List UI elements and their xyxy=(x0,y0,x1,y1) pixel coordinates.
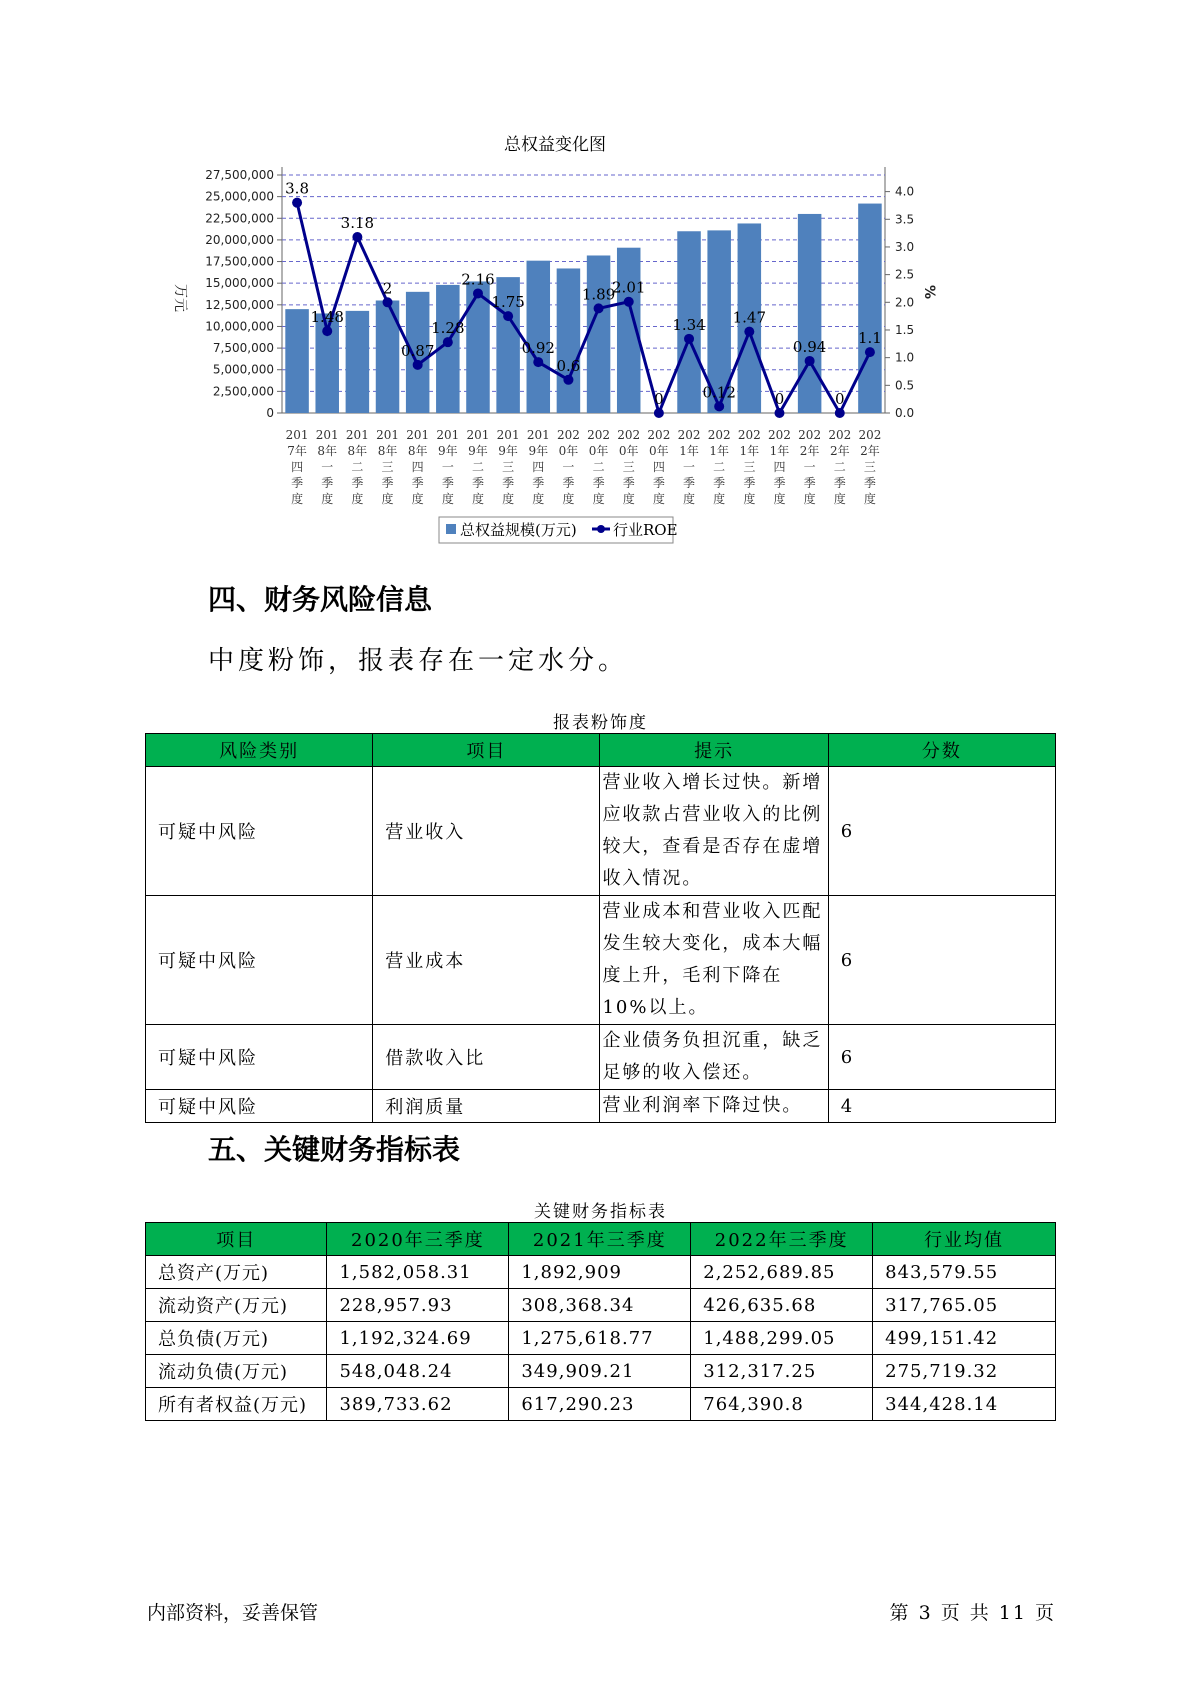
legend-bar-label: 总权益规模(万元) xyxy=(460,521,577,539)
x-tick-label: 202 1年二季度 xyxy=(707,428,731,506)
kpi-value: 312,317.25 xyxy=(691,1355,873,1388)
y2-tick-label: 2.5 xyxy=(895,267,915,282)
risk-tip: 企业债务负担沉重，缺乏足够的收入偿还。 xyxy=(600,1025,828,1090)
kpi-label: 流动负债(万元) xyxy=(146,1355,327,1388)
kpi-value: 617,290.23 xyxy=(509,1388,691,1421)
kpi-value: 308,368.34 xyxy=(509,1289,691,1322)
section4-text: 中度粉饰，报表存在一定水分。 xyxy=(208,646,629,676)
legend-line-label: 行业ROE xyxy=(613,521,678,539)
roe-data-label: 0.87 xyxy=(400,341,435,360)
x-tick-label: 202 1年四季度 xyxy=(768,428,791,506)
x-tick-label: 201 8年二季度 xyxy=(345,428,369,506)
y2-tick-label: 3.0 xyxy=(895,239,915,254)
y2-tick-label: 2.0 xyxy=(895,295,915,310)
roe-data-label: 1.47 xyxy=(732,308,767,327)
roe-data-label: 0.12 xyxy=(702,383,736,402)
kpi-value: 389,733.62 xyxy=(327,1388,509,1421)
x-tick-label: 201 9年二季度 xyxy=(466,428,490,506)
roe-point xyxy=(865,347,875,357)
roe-data-label: 1.34 xyxy=(672,315,706,334)
x-tick-label: 201 9年三季度 xyxy=(496,428,520,506)
left-axis-ticks xyxy=(205,168,282,420)
roe-data-label: 2 xyxy=(382,279,393,298)
x-tick-label: 201 7年四季度 xyxy=(285,428,309,506)
roe-data-label: 2.01 xyxy=(612,278,646,297)
y2-tick-label: 3.5 xyxy=(895,212,915,227)
y-tick-label: 27,500,000 xyxy=(205,168,274,182)
y-tick-label: 5,000,000 xyxy=(212,362,274,377)
table-row xyxy=(146,1289,1056,1322)
kpi-label: 总资产(万元) xyxy=(146,1256,327,1289)
risk-score: 4 xyxy=(828,1090,1055,1123)
roe-data-label: 3.8 xyxy=(285,179,310,198)
table-row xyxy=(146,1025,1056,1090)
kpi-value: 1,275,618.77 xyxy=(509,1322,691,1355)
risk-header-tip: 提示 xyxy=(600,734,828,767)
kpi-value: 1,892,909 xyxy=(509,1256,691,1289)
roe-data-label: 0.94 xyxy=(792,337,827,356)
footer-confidential: 内部资料，妥善保管 xyxy=(147,1602,319,1624)
bar xyxy=(346,311,370,413)
risk-item: 营业收入 xyxy=(373,767,600,896)
table-row xyxy=(146,1388,1056,1421)
kpi-value: 344,428.14 xyxy=(873,1388,1056,1421)
y2-axis-label: % xyxy=(921,284,937,300)
table-row xyxy=(146,1090,1056,1123)
table-row xyxy=(146,1355,1056,1388)
kpi-label: 总负债(万元) xyxy=(146,1322,327,1355)
x-tick-label: 202 0年三季度 xyxy=(617,428,641,506)
kpi-label: 所有者权益(万元) xyxy=(146,1388,327,1421)
table-row xyxy=(146,767,1056,896)
kpi-value: 499,151.42 xyxy=(873,1322,1056,1355)
risk-table-header xyxy=(146,734,1056,767)
roe-point xyxy=(594,303,604,313)
roe-point xyxy=(563,375,573,385)
kpi-value: 1,582,058.31 xyxy=(327,1256,509,1289)
roe-point xyxy=(774,408,784,418)
risk-item: 营业成本 xyxy=(373,896,600,1025)
bar xyxy=(557,268,581,413)
roe-point xyxy=(503,311,513,321)
y-tick-label: 7,500,000 xyxy=(212,341,274,356)
roe-data-label: 1.89 xyxy=(581,285,616,304)
x-tick-label: 202 1年一季度 xyxy=(677,428,701,506)
line-series xyxy=(285,180,882,418)
roe-point xyxy=(714,401,724,411)
bar xyxy=(858,204,882,413)
y2-tick-label: 1.0 xyxy=(895,350,915,365)
y2-tick-label: 4.0 xyxy=(895,184,915,199)
y2-tick-label: 0.0 xyxy=(895,406,915,420)
roe-point xyxy=(443,337,453,347)
chart-legend xyxy=(439,517,678,543)
roe-data-label: 0.6 xyxy=(556,356,581,375)
bar xyxy=(527,261,551,413)
kpi-table-caption: 关键财务指标表 xyxy=(534,1202,667,1222)
legend-line-marker xyxy=(597,525,605,533)
risk-header-score: 分数 xyxy=(828,734,1055,767)
roe-point xyxy=(684,334,694,344)
table-row xyxy=(146,896,1056,1025)
x-axis-labels xyxy=(286,428,882,506)
roe-data-label: 1.28 xyxy=(431,319,465,338)
roe-point xyxy=(413,360,423,370)
kpi-table-header xyxy=(146,1223,1056,1256)
y2-tick-label: 1.5 xyxy=(895,322,915,337)
x-tick-label: 202 1年三季度 xyxy=(737,428,761,506)
risk-item: 利润质量 xyxy=(373,1090,600,1123)
y-tick-label: 0 xyxy=(266,406,274,420)
y-tick-label: 22,500,000 xyxy=(205,211,274,226)
section5-heading: 五、关键财务指标表 xyxy=(208,1133,461,1166)
roe-point xyxy=(383,297,393,307)
x-tick-label: 202 2年二季度 xyxy=(828,428,852,506)
roe-data-label: 1.75 xyxy=(491,293,525,312)
risk-item: 借款收入比 xyxy=(373,1025,600,1090)
roe-point xyxy=(624,297,634,307)
kpi-value: 1,192,324.69 xyxy=(327,1322,509,1355)
kpi-value: 843,579.55 xyxy=(873,1256,1056,1289)
roe-point xyxy=(292,198,302,208)
risk-category: 可疑中风险 xyxy=(146,1025,373,1090)
y-tick-label: 10,000,000 xyxy=(205,319,274,334)
roe-data-label: 3.18 xyxy=(340,213,375,232)
legend-bar-swatch xyxy=(446,524,456,534)
roe-data-label: 2.16 xyxy=(461,270,495,289)
x-tick-label: 201 8年四季度 xyxy=(406,428,430,506)
kpi-header-2022q3: 2022年三季度 xyxy=(691,1223,873,1256)
bar-series xyxy=(285,204,881,413)
table-row xyxy=(146,1322,1056,1355)
x-tick-label: 201 9年一季度 xyxy=(436,428,460,506)
risk-category: 可疑中风险 xyxy=(146,896,373,1025)
roe-point xyxy=(322,326,332,336)
kpi-value: 426,635.68 xyxy=(691,1289,873,1322)
kpi-value: 317,765.05 xyxy=(873,1289,1056,1322)
y-tick-label: 25,000,000 xyxy=(205,189,274,204)
y-tick-label: 15,000,000 xyxy=(205,276,274,291)
risk-header-item: 项目 xyxy=(373,734,600,767)
risk-score: 6 xyxy=(828,767,1055,896)
risk-category: 可疑中风险 xyxy=(146,1090,373,1123)
x-tick-label: 202 0年四季度 xyxy=(647,428,671,506)
x-tick-label: 201 8年三季度 xyxy=(376,428,399,506)
bar xyxy=(285,309,309,413)
kpi-value: 275,719.32 xyxy=(873,1355,1056,1388)
bar xyxy=(587,255,611,413)
footer-page-number: 第 3 页 共 11 页 xyxy=(889,1602,1056,1624)
roe-data-label: 0 xyxy=(835,390,845,408)
roe-point xyxy=(654,408,664,418)
roe-data-label: 1.48 xyxy=(310,308,344,327)
risk-category: 可疑中风险 xyxy=(146,767,373,896)
kpi-value: 349,909.21 xyxy=(509,1355,691,1388)
section4-heading: 四、财务风险信息 xyxy=(208,583,433,616)
right-axis-ticks xyxy=(885,185,914,420)
kpi-label: 流动资产(万元) xyxy=(146,1289,327,1322)
x-tick-label: 201 9年四季度 xyxy=(526,428,550,506)
risk-table-caption: 报表粉饰度 xyxy=(553,713,648,733)
roe-point xyxy=(473,288,483,298)
chart-title: 总权益变化图 xyxy=(504,135,606,155)
kpi-value: 1,488,299.05 xyxy=(691,1322,873,1355)
kpi-table xyxy=(145,1222,1056,1421)
bar xyxy=(798,214,822,413)
risk-tip: 营业收入增长过快。新增应收款占营业收入的比例较大，查看是否存在虚增收入情况。 xyxy=(600,767,828,896)
x-tick-label: 202 0年一季度 xyxy=(556,428,580,506)
risk-score: 6 xyxy=(828,896,1055,1025)
roe-point xyxy=(805,356,815,366)
table-row xyxy=(146,1256,1056,1289)
roe-point xyxy=(533,357,543,367)
roe-data-label: 1.1 xyxy=(857,329,882,348)
kpi-header-item: 项目 xyxy=(146,1223,327,1256)
kpi-header-2020q3: 2020年三季度 xyxy=(327,1223,509,1256)
y-tick-label: 12,500,000 xyxy=(205,297,274,312)
kpi-value: 228,957.93 xyxy=(327,1289,509,1322)
risk-header-category: 风险类别 xyxy=(146,734,373,767)
kpi-value: 2,252,689.85 xyxy=(691,1256,873,1289)
x-tick-label: 201 8年一季度 xyxy=(315,428,339,506)
roe-data-label: 0 xyxy=(654,390,664,408)
roe-data-label: 0 xyxy=(774,390,785,408)
y2-tick-label: 0.5 xyxy=(895,378,915,393)
y-tick-label: 2,500,000 xyxy=(212,384,274,399)
roe-point xyxy=(744,327,754,337)
risk-table xyxy=(145,733,1056,1123)
x-tick-label: 202 2年三季度 xyxy=(858,428,882,506)
y-tick-label: 20,000,000 xyxy=(205,232,274,247)
roe-point xyxy=(352,232,362,242)
roe-data-label: 0.92 xyxy=(521,339,555,358)
kpi-value: 548,048.24 xyxy=(327,1355,509,1388)
y-axis-label: 万元 xyxy=(172,284,188,312)
x-tick-label: 202 0年二季度 xyxy=(587,428,611,506)
roe-point xyxy=(835,408,845,418)
y-tick-label: 17,500,000 xyxy=(205,254,274,269)
kpi-header-industry-avg: 行业均值 xyxy=(873,1223,1056,1256)
risk-score: 6 xyxy=(828,1025,1055,1090)
total-equity-chart xyxy=(150,130,1040,590)
risk-tip: 营业利润率下降过快。 xyxy=(600,1090,828,1123)
risk-tip: 营业成本和营业收入匹配发生较大变化，成本大幅度上升，毛利下降在10%以上。 xyxy=(600,896,828,1025)
kpi-value: 764,390.8 xyxy=(691,1388,873,1421)
x-tick-label: 202 2年一季度 xyxy=(798,428,822,506)
kpi-header-2021q3: 2021年三季度 xyxy=(509,1223,691,1256)
